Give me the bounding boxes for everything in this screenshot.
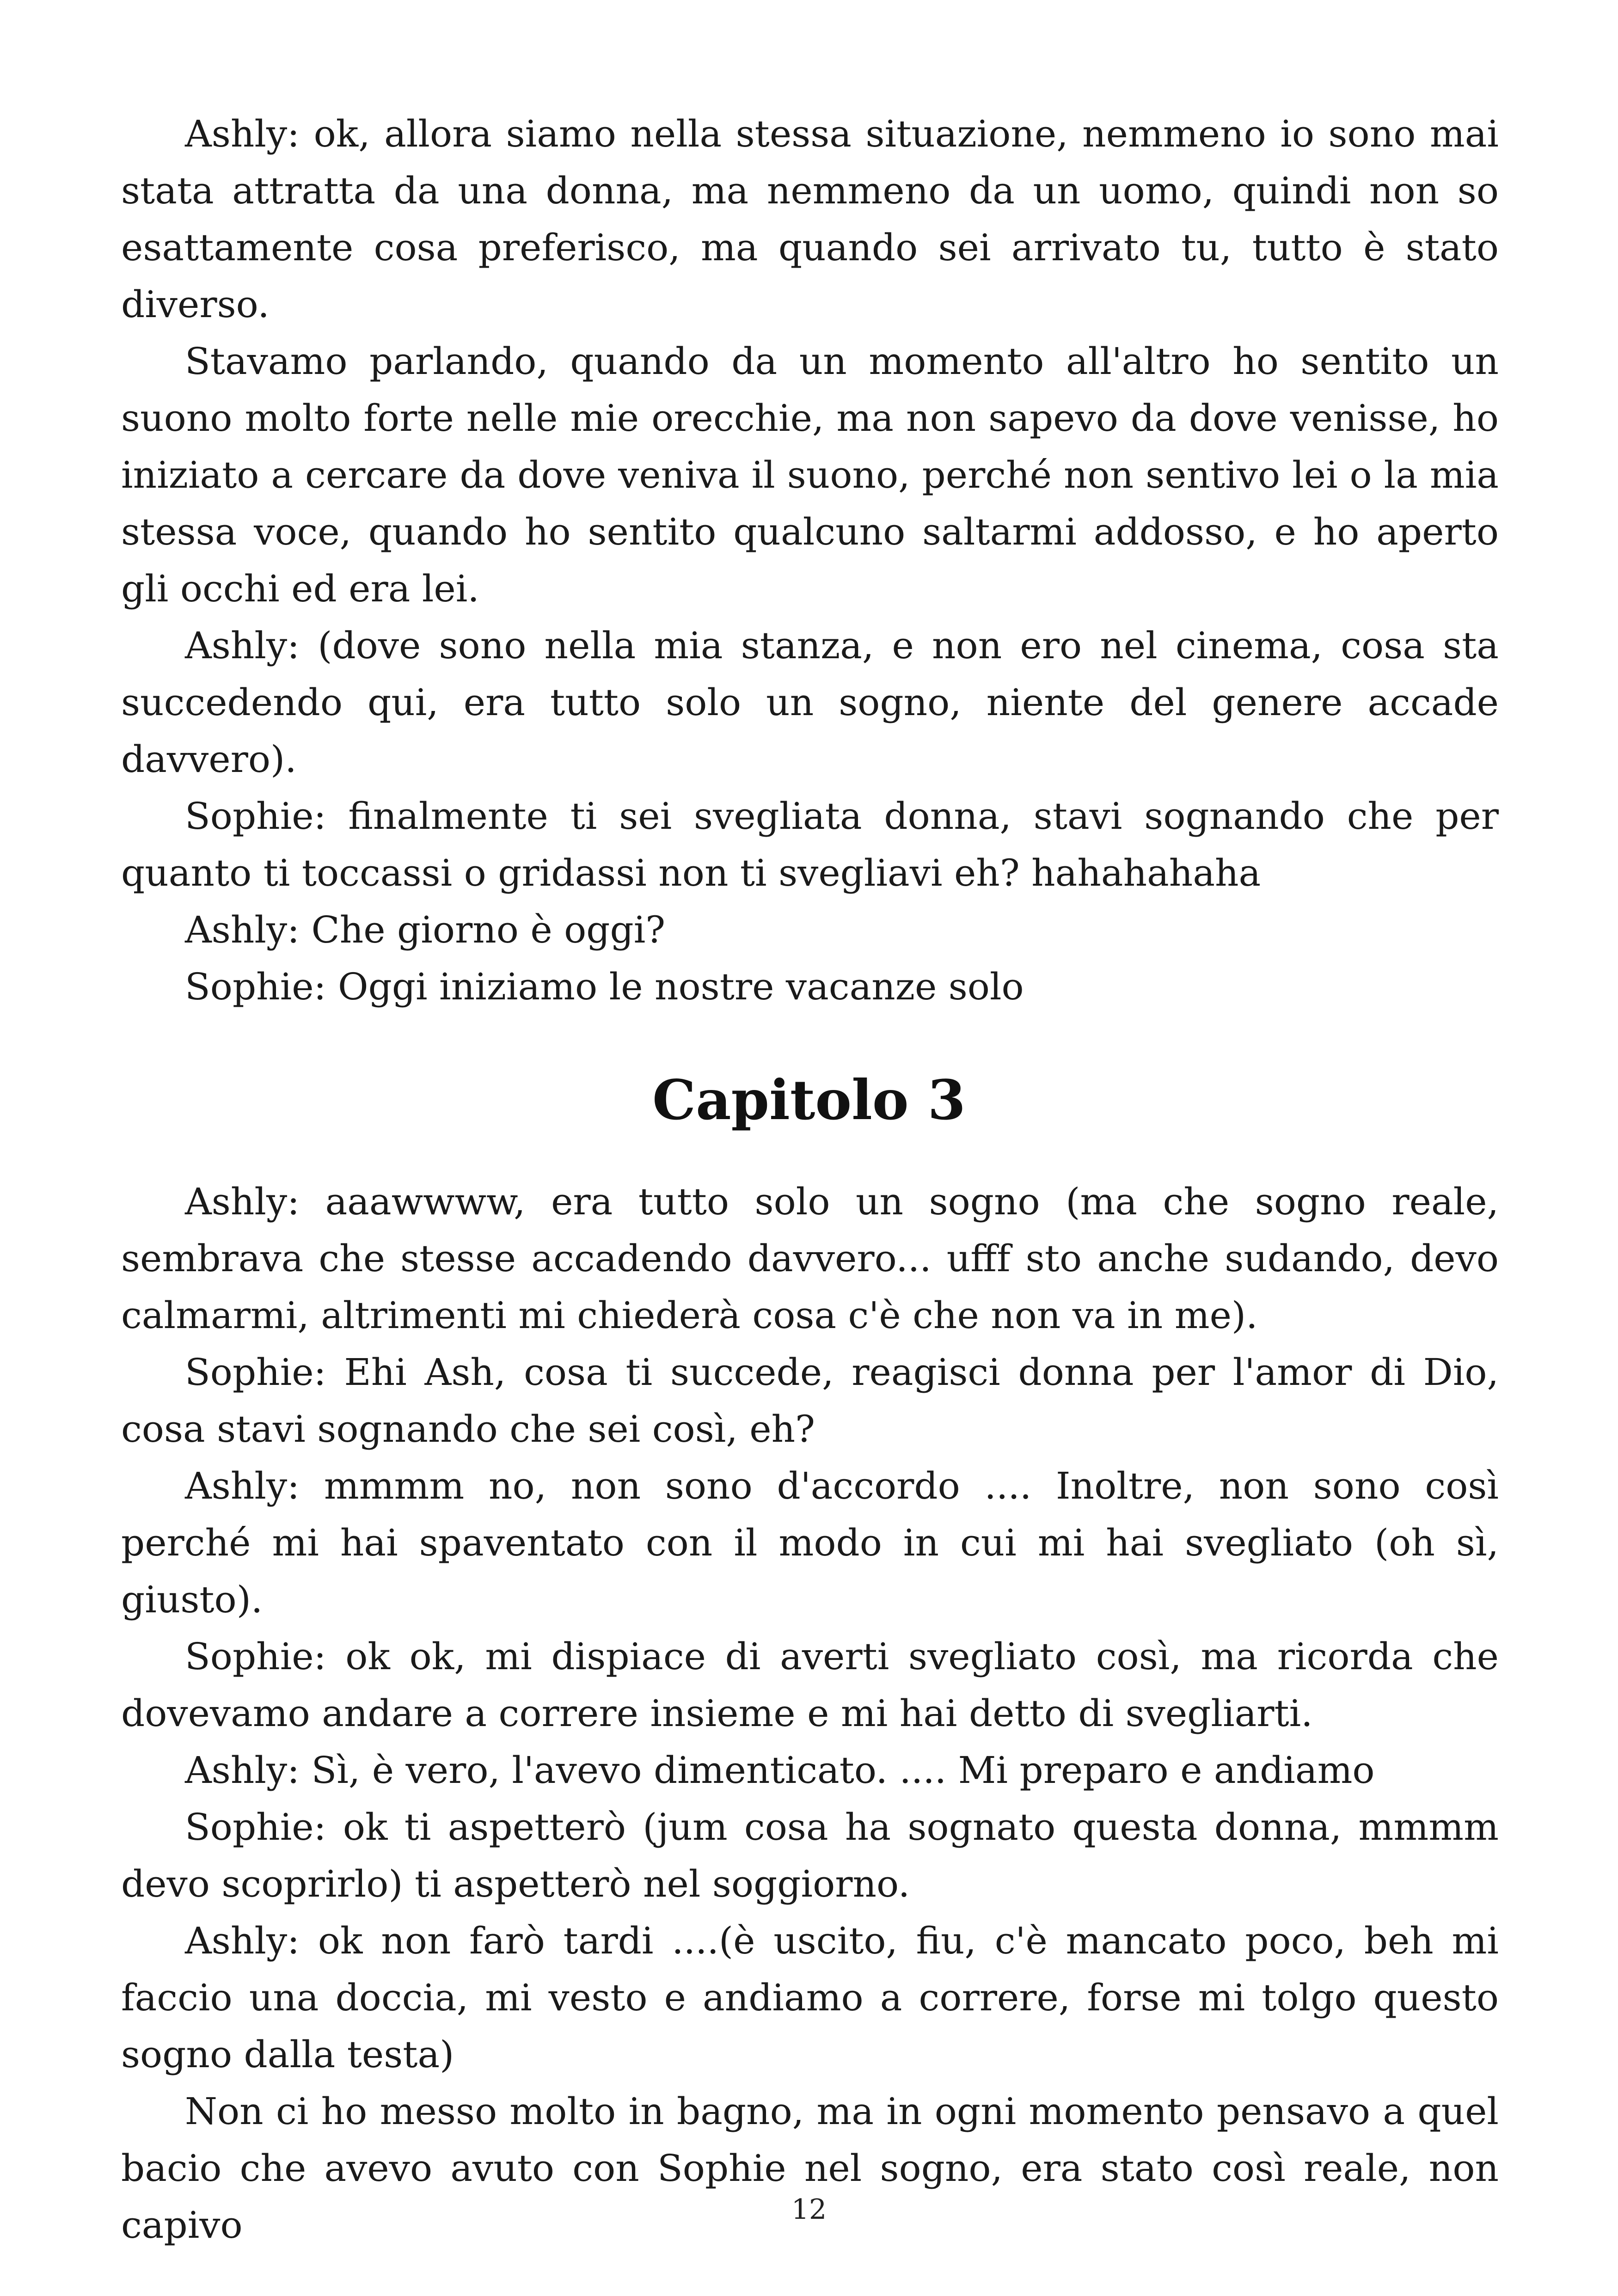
paragraph: Stavamo parlando, quando da un momento all'altro ho sentito un suono molto forte nelle mie orecchie, ma non sapevo da dove venisse, ho iniziato a cercare da dove veniva il suono, perché non sentivo lei o la mia stessa voce, quando ho sentito qualcuno saltarmi addosso, e ho aperto gli occhi ed era lei.	[121, 340, 1499, 610]
paragraph: Ashly: ok, allora siamo nella stessa situazione, nemmeno io sono mai stata attratta da una donna, ma nemmeno da un uomo, quindi non so esattamente cosa preferisco, ma quando sei arrivato tu, tutto è stato diverso.	[121, 112, 1499, 326]
page-number: 12	[791, 2193, 827, 2226]
paragraph: Ashly: mmmm no, non sono d'accordo .... Inoltre, non sono così perché mi hai spaventato con il modo in cui mi hai svegliato (oh sì, giusto).	[121, 1464, 1499, 1621]
paragraph: Ashly: aaawwww, era tutto solo un sogno (ma che sogno reale, sembrava che stesse accadendo davvero... ufff sto anche sudando, devo calmarmi, altrimenti mi chiederà cosa c'è che non va in me).	[121, 1180, 1499, 1337]
chapter-title: Capitolo 3	[652, 1068, 966, 1132]
paragraph: Sophie: ok ti aspetterò (jum cosa ha sognato questa donna, mmmm devo scoprirlo) ti aspetterò nel soggiorno.	[121, 1806, 1499, 1905]
paragraph: Sophie: Oggi iniziamo le nostre vacanze solo	[185, 965, 1024, 1008]
paragraph: Sophie: ok ok, mi dispiace di averti svegliato così, ma ricorda che dovevamo andare a correre insieme e mi hai detto di svegliarti.	[121, 1635, 1499, 1735]
paragraph: Ashly: ok non farò tardi ....(è uscito, fiu, c'è mancato poco, beh mi faccio una doccia, mi vesto e andiamo a correre, forse mi tolgo questo sogno dalla testa)	[121, 1919, 1499, 2076]
paragraph: Ashly: Che giorno è oggi?	[185, 908, 666, 951]
chapter-text-block	[121, 1173, 1499, 2253]
paragraph: Ashly: (dove sono nella mia stanza, e non ero nel cinema, cosa sta succedendo qui, era tutto solo un sogno, niente del genere accade davvero).	[121, 624, 1499, 781]
paragraph: Sophie: Ehi Ash, cosa ti succede, reagisci donna per l'amor di Dio, cosa stavi sognando che sei così, eh?	[121, 1351, 1499, 1451]
top-text-block	[121, 105, 1499, 1015]
paragraph: Ashly: Sì, è vero, l'avevo dimenticato. .... Mi preparo e andiamo	[185, 1749, 1375, 1792]
paragraph: Non ci ho messo molto in bagno, ma in ogni momento pensavo a quel bacio che avevo avuto con Sophie nel sogno, era stato così reale, non capivo	[121, 2090, 1499, 2247]
paragraph: Sophie: finalmente ti sei svegliata donna, stavi sognando che per quanto ti toccassi o gridassi non ti svegliavi eh? hahahahaha	[121, 795, 1499, 894]
